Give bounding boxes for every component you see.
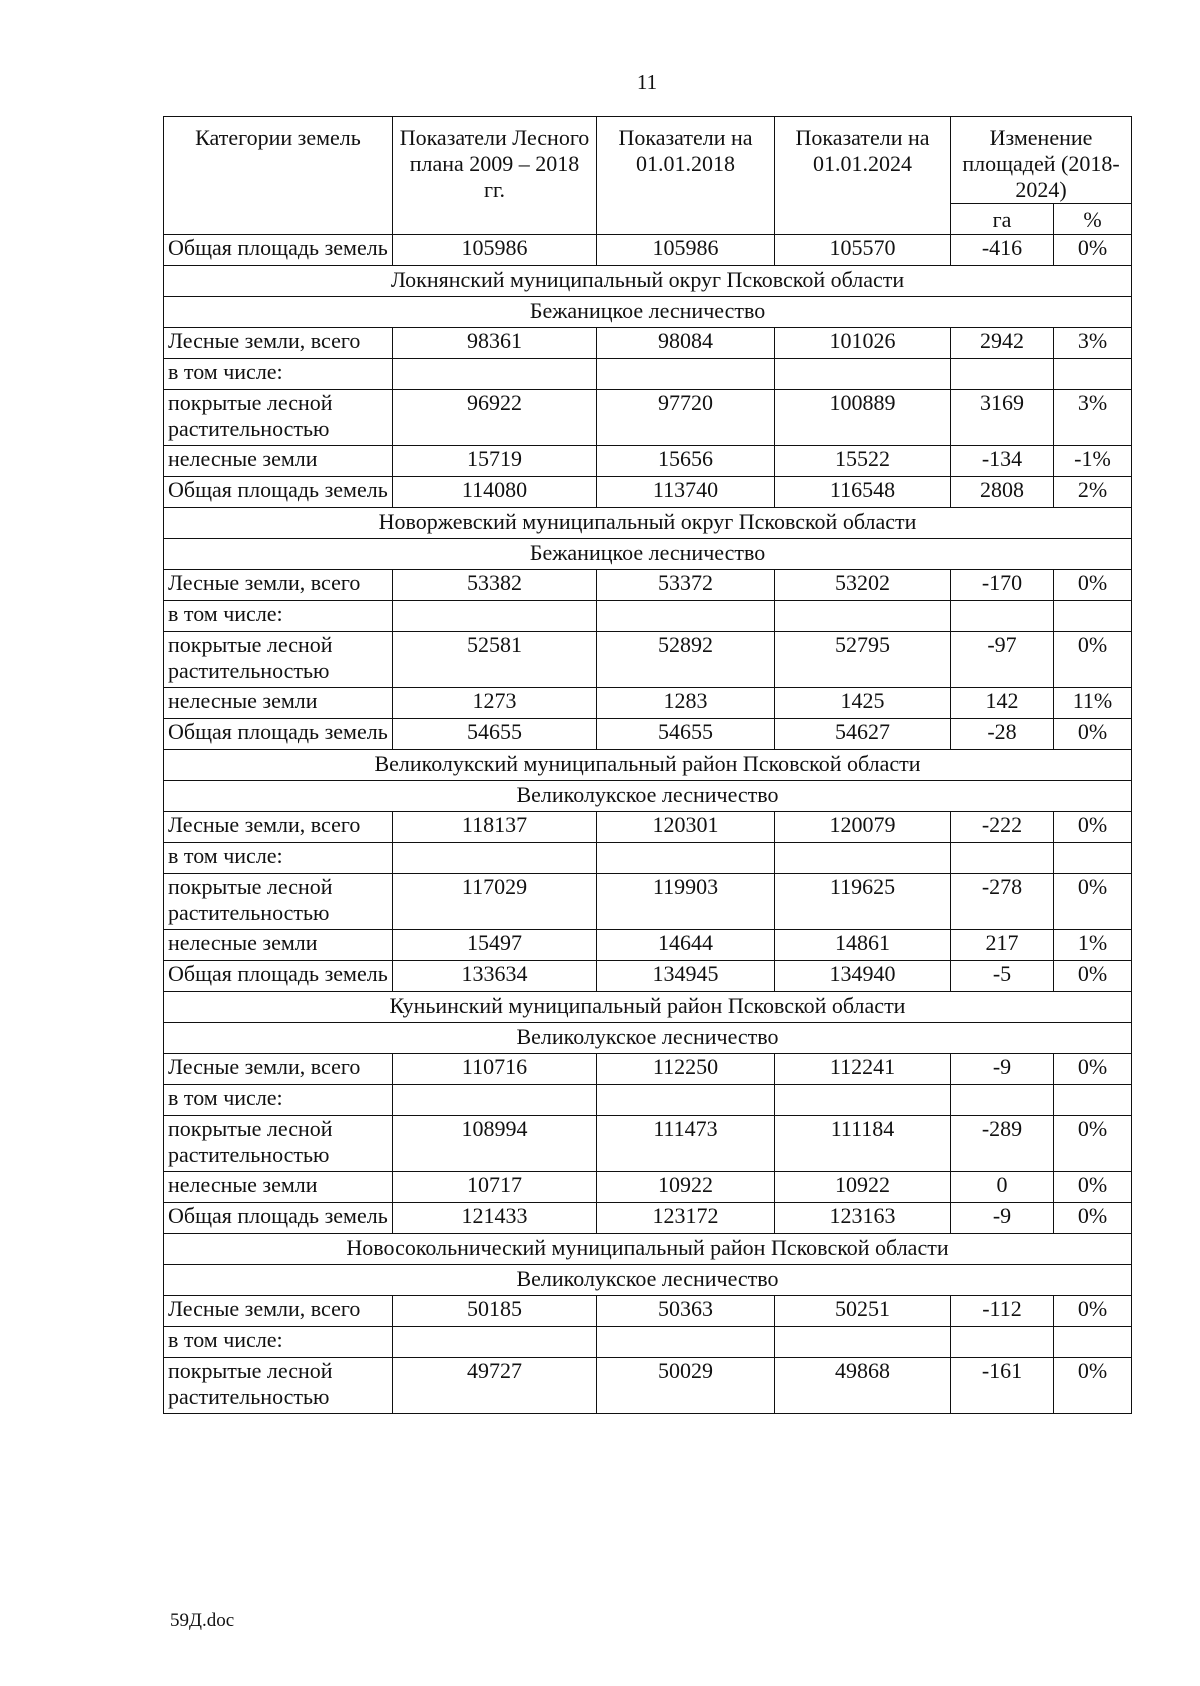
cell-2018: 112250	[597, 1054, 775, 1085]
cell-change-ha	[951, 1327, 1054, 1358]
table-body	[164, 235, 1132, 1414]
cell-2024: 54627	[775, 719, 951, 750]
cell-2018: 105986	[597, 235, 775, 266]
header-change: Изменение площадей (2018-2024)	[951, 117, 1132, 204]
region-row	[164, 508, 1132, 539]
cell-2018: 14644	[597, 930, 775, 961]
cell-plan: 98361	[393, 328, 597, 359]
cell-2018: 50029	[597, 1358, 775, 1414]
cell-change-pct: 0%	[1054, 632, 1132, 688]
cell-change-ha: 0	[951, 1172, 1054, 1203]
cell-2024: 50251	[775, 1296, 951, 1327]
table-row	[164, 874, 1132, 930]
region-row	[164, 750, 1132, 781]
table-row	[164, 1203, 1132, 1234]
cell-2018: 98084	[597, 328, 775, 359]
cell-2018: 111473	[597, 1116, 775, 1172]
cell-2018: 97720	[597, 390, 775, 446]
cell-plan: 53382	[393, 570, 597, 601]
cell-change-pct: 0%	[1054, 1054, 1132, 1085]
cell-plan: 1273	[393, 688, 597, 719]
table-row	[164, 719, 1132, 750]
cell-2024: 10922	[775, 1172, 951, 1203]
cell-2024	[775, 843, 951, 874]
cell-change-ha: -28	[951, 719, 1054, 750]
cell-2024: 100889	[775, 390, 951, 446]
forestry-row	[164, 297, 1132, 328]
row-label: нелесные земли	[164, 446, 393, 477]
table-row	[164, 477, 1132, 508]
cell-plan	[393, 359, 597, 390]
cell-2024: 120079	[775, 812, 951, 843]
cell-2024: 14861	[775, 930, 951, 961]
cell-change-ha: 142	[951, 688, 1054, 719]
table-header-row	[164, 117, 1132, 204]
cell-2018	[597, 843, 775, 874]
land-categories-table	[163, 116, 1132, 1414]
cell-change-pct: 0%	[1054, 874, 1132, 930]
page-number: 11	[636, 70, 658, 94]
region-row	[164, 1234, 1132, 1265]
cell-change-ha: -161	[951, 1358, 1054, 1414]
cell-change-ha: -97	[951, 632, 1054, 688]
cell-2018: 15656	[597, 446, 775, 477]
cell-2018	[597, 1085, 775, 1116]
table-row	[164, 688, 1132, 719]
cell-change-ha: -222	[951, 812, 1054, 843]
cell-2018	[597, 1327, 775, 1358]
cell-2018	[597, 601, 775, 632]
cell-change-pct: 0%	[1054, 1296, 1132, 1327]
cell-2024: 105570	[775, 235, 951, 266]
cell-plan: 15719	[393, 446, 597, 477]
cell-plan	[393, 601, 597, 632]
cell-change-ha: -5	[951, 961, 1054, 992]
cell-2024: 49868	[775, 1358, 951, 1414]
cell-change-pct: 0%	[1054, 719, 1132, 750]
cell-2024: 119625	[775, 874, 951, 930]
cell-change-pct: 0%	[1054, 1358, 1132, 1414]
cell-2018: 120301	[597, 812, 775, 843]
region-name: Великолукский муниципальный район Псковской области	[164, 750, 1132, 781]
cell-2018	[597, 359, 775, 390]
footer-filename: 59Д.doc	[170, 1610, 235, 1631]
cell-change-pct: 0%	[1054, 812, 1132, 843]
cell-plan	[393, 1085, 597, 1116]
cell-change-pct	[1054, 359, 1132, 390]
table-row	[164, 961, 1132, 992]
cell-2018: 10922	[597, 1172, 775, 1203]
cell-change-pct: 0%	[1054, 1203, 1132, 1234]
cell-change-ha: 217	[951, 930, 1054, 961]
table-row	[164, 1327, 1132, 1358]
cell-plan: 96922	[393, 390, 597, 446]
cell-change-pct: 0%	[1054, 235, 1132, 266]
cell-2018: 119903	[597, 874, 775, 930]
cell-plan: 49727	[393, 1358, 597, 1414]
cell-2024: 53202	[775, 570, 951, 601]
cell-2018: 113740	[597, 477, 775, 508]
row-label: в том числе:	[164, 843, 393, 874]
cell-change-pct: 0%	[1054, 961, 1132, 992]
row-label: Общая площадь земель	[164, 961, 393, 992]
region-name: Локнянский муниципальный округ Псковской области	[164, 266, 1132, 297]
region-name: Куньинский муниципальный район Псковской области	[164, 992, 1132, 1023]
region-name: Новоржевский муниципальный округ Псковской области	[164, 508, 1132, 539]
row-label: Лесные земли, всего	[164, 1296, 393, 1327]
cell-change-ha: -170	[951, 570, 1054, 601]
cell-plan: 52581	[393, 632, 597, 688]
table-row	[164, 1172, 1132, 1203]
cell-2018: 50363	[597, 1296, 775, 1327]
cell-2024: 101026	[775, 328, 951, 359]
header-2024: Показатели на 01.01.2024	[775, 117, 951, 235]
cell-plan: 121433	[393, 1203, 597, 1234]
header-2018: Показатели на 01.01.2018	[597, 117, 775, 235]
table-row	[164, 632, 1132, 688]
forestry-row	[164, 1023, 1132, 1054]
cell-change-pct: 0%	[1054, 1172, 1132, 1203]
cell-change-ha: 2808	[951, 477, 1054, 508]
cell-change-ha	[951, 1085, 1054, 1116]
table-row	[164, 570, 1132, 601]
cell-plan: 133634	[393, 961, 597, 992]
forestry-row	[164, 539, 1132, 570]
cell-2024: 134940	[775, 961, 951, 992]
cell-plan: 10717	[393, 1172, 597, 1203]
cell-change-pct: 3%	[1054, 390, 1132, 446]
cell-plan: 118137	[393, 812, 597, 843]
cell-change-ha: -9	[951, 1054, 1054, 1085]
row-label: Общая площадь земель	[164, 235, 393, 266]
cell-change-ha: 2942	[951, 328, 1054, 359]
cell-change-ha: -289	[951, 1116, 1054, 1172]
cell-plan: 15497	[393, 930, 597, 961]
cell-2024: 15522	[775, 446, 951, 477]
header-plan: Показатели Лесного плана 2009 – 2018 гг.	[393, 117, 597, 235]
region-name: Новосокольнический муниципальный район Псковской области	[164, 1234, 1132, 1265]
table-row	[164, 812, 1132, 843]
table-row	[164, 235, 1132, 266]
forestry-row	[164, 781, 1132, 812]
table-row	[164, 1085, 1132, 1116]
table-row	[164, 1296, 1132, 1327]
forestry-row	[164, 1265, 1132, 1296]
cell-change-pct: 0%	[1054, 1116, 1132, 1172]
cell-2024: 111184	[775, 1116, 951, 1172]
row-label: в том числе:	[164, 359, 393, 390]
forestry-name: Великолукское лесничество	[164, 1023, 1132, 1054]
row-label: покрытые лесной растительностью	[164, 1116, 393, 1172]
table-row	[164, 930, 1132, 961]
cell-2024	[775, 359, 951, 390]
cell-plan: 117029	[393, 874, 597, 930]
cell-2018: 54655	[597, 719, 775, 750]
table-row	[164, 446, 1132, 477]
cell-2024: 116548	[775, 477, 951, 508]
cell-2024	[775, 601, 951, 632]
cell-plan: 108994	[393, 1116, 597, 1172]
cell-change-pct	[1054, 843, 1132, 874]
table-row	[164, 390, 1132, 446]
cell-2018: 123172	[597, 1203, 775, 1234]
cell-2024	[775, 1085, 951, 1116]
row-label: покрытые лесной растительностью	[164, 390, 393, 446]
cell-2018: 52892	[597, 632, 775, 688]
table-row	[164, 601, 1132, 632]
cell-change-pct: 2%	[1054, 477, 1132, 508]
cell-change-pct: 1%	[1054, 930, 1132, 961]
forestry-name: Бежаницкое лесничество	[164, 539, 1132, 570]
forestry-name: Великолукское лесничество	[164, 781, 1132, 812]
cell-plan: 54655	[393, 719, 597, 750]
row-label: нелесные земли	[164, 688, 393, 719]
cell-change-ha: -9	[951, 1203, 1054, 1234]
cell-change-ha	[951, 359, 1054, 390]
row-label: в том числе:	[164, 1085, 393, 1116]
cell-plan: 105986	[393, 235, 597, 266]
cell-plan: 110716	[393, 1054, 597, 1085]
table-row	[164, 359, 1132, 390]
table-row	[164, 328, 1132, 359]
cell-change-ha	[951, 843, 1054, 874]
row-label: покрытые лесной растительностью	[164, 632, 393, 688]
cell-plan	[393, 1327, 597, 1358]
cell-2024: 52795	[775, 632, 951, 688]
cell-2024: 123163	[775, 1203, 951, 1234]
cell-change-ha: -112	[951, 1296, 1054, 1327]
cell-2018: 134945	[597, 961, 775, 992]
cell-change-ha: -134	[951, 446, 1054, 477]
table-row	[164, 1116, 1132, 1172]
cell-change-pct: 3%	[1054, 328, 1132, 359]
cell-change-pct: 0%	[1054, 570, 1132, 601]
cell-plan	[393, 843, 597, 874]
row-label: Общая площадь земель	[164, 477, 393, 508]
cell-change-pct: 11%	[1054, 688, 1132, 719]
header-category: Категории земель	[164, 117, 393, 235]
cell-2024: 1425	[775, 688, 951, 719]
cell-2024: 112241	[775, 1054, 951, 1085]
row-label: покрытые лесной растительностью	[164, 1358, 393, 1414]
header-ha: га	[951, 204, 1054, 235]
cell-2018: 1283	[597, 688, 775, 719]
row-label: Общая площадь земель	[164, 1203, 393, 1234]
row-label: в том числе:	[164, 1327, 393, 1358]
cell-change-pct	[1054, 601, 1132, 632]
row-label: нелесные земли	[164, 930, 393, 961]
row-label: Лесные земли, всего	[164, 570, 393, 601]
forestry-name: Великолукское лесничество	[164, 1265, 1132, 1296]
table-row	[164, 1054, 1132, 1085]
cell-plan: 114080	[393, 477, 597, 508]
row-label: Лесные земли, всего	[164, 1054, 393, 1085]
cell-change-ha	[951, 601, 1054, 632]
table-row	[164, 1358, 1132, 1414]
row-label: Лесные земли, всего	[164, 812, 393, 843]
cell-plan: 50185	[393, 1296, 597, 1327]
forestry-name: Бежаницкое лесничество	[164, 297, 1132, 328]
region-row	[164, 266, 1132, 297]
row-label: нелесные земли	[164, 1172, 393, 1203]
cell-change-pct	[1054, 1327, 1132, 1358]
region-row	[164, 992, 1132, 1023]
cell-change-ha: 3169	[951, 390, 1054, 446]
header-pct: %	[1054, 204, 1132, 235]
table-row	[164, 843, 1132, 874]
row-label: Общая площадь земель	[164, 719, 393, 750]
cell-change-pct	[1054, 1085, 1132, 1116]
cell-2018: 53372	[597, 570, 775, 601]
row-label: Лесные земли, всего	[164, 328, 393, 359]
cell-change-pct: -1%	[1054, 446, 1132, 477]
cell-change-ha: -416	[951, 235, 1054, 266]
row-label: в том числе:	[164, 601, 393, 632]
cell-2024	[775, 1327, 951, 1358]
row-label: покрытые лесной растительностью	[164, 874, 393, 930]
cell-change-ha: -278	[951, 874, 1054, 930]
